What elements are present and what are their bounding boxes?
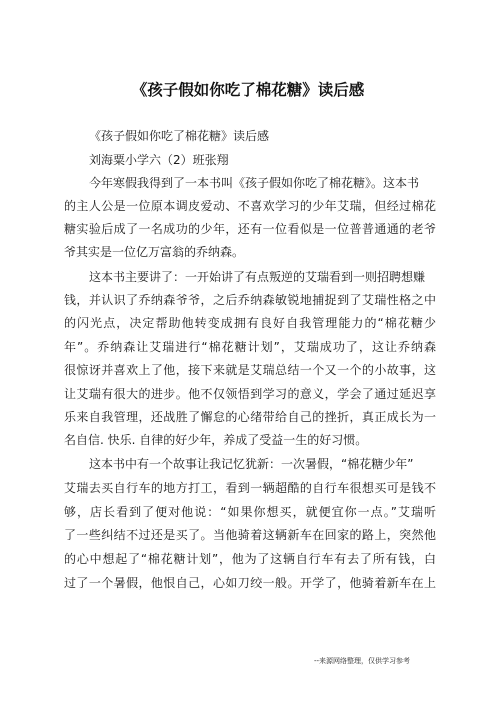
paragraph-3-line-1: 这本书中有一个故事让我记忆犹新：一次暑假，“棉花糖少年” bbox=[89, 457, 414, 471]
document-subtitle: 《孩子假如你吃了棉花糖》读后感 bbox=[89, 129, 270, 143]
paragraph-3-line-6: 过了一个暑假，他恨自己，心如刀绞一般。开学了，他骑着新车在上 bbox=[64, 576, 436, 590]
paragraph-2-line-7: 乐来自我管理，还战胜了懈怠的心绪带给自己的挫折，真正成长为一 bbox=[64, 410, 436, 424]
paragraph-2-line-8: 名自信. 快乐. 自律的好少年，养成了受益一生的好习惯。 bbox=[64, 433, 368, 447]
paragraph-2-line-1: 这本书主要讲了：一开始讲了有点叛逆的艾瑞看到一则招聘想赚 bbox=[89, 270, 426, 284]
paragraph-1-line-4: 爷其实是一位亿万富翁的乔纳森。 bbox=[64, 245, 245, 259]
paragraph-1-line-3: 糖实验后成了一名成功的少年，还有一位看似是一位普普通通的老爷 bbox=[64, 222, 436, 236]
paragraph-3-line-4: 了一些纠结不过还是买了。当他骑着这辆新车在回家的路上，突然他 bbox=[64, 528, 436, 542]
paragraph-3-line-3: 够，店长看到了便对他说：“如果你想买，就便宜你一点。”艾瑞听 bbox=[64, 505, 436, 519]
paragraph-2-line-5: 很惊讶并喜欢上了他，接下来就是艾瑞总结一个又一个的小故事，这 bbox=[64, 363, 436, 377]
paragraph-3-line-2: 艾瑞去买自行车的地方打工，看到一辆超酷的自行车很想买可是钱不 bbox=[64, 481, 436, 495]
paragraph-2-line-4: 年”。乔纳森让艾瑞进行“棉花糖计划”，艾瑞成功了，这让乔纳森 bbox=[64, 340, 436, 354]
paragraph-1-line-1: 今年寒假我得到了一本书叫《孩子假如你吃了棉花糖》。这本书 bbox=[89, 176, 420, 190]
paragraph-2-line-6: 让艾瑞有很大的进步。他不仅领悟到学习的意义，学会了通过延迟享 bbox=[64, 387, 436, 401]
document-title: 《孩子假如你吃了棉花糖》读后感 bbox=[131, 81, 365, 99]
paragraph-2-line-2: 钱，并认识了乔纳森爷爷，之后乔纳森敏锐地捕捉到了艾瑞性格之中 bbox=[64, 293, 436, 307]
paragraph-3-line-5: 的心中想起了“棉花糖计划”，他为了这辆自行车有去了所有钱，白 bbox=[64, 552, 436, 566]
paragraph-1-line-2: 的主人公是一位原本调皮爱动、不喜欢学习的少年艾瑞，但经过棉花 bbox=[64, 199, 436, 213]
paragraph-2-line-3: 的闪光点，决定帮助他转变成拥有良好自我管理能力的“棉花糖少 bbox=[64, 316, 436, 330]
author-line: 刘海粟小学六（2）班张翔 bbox=[89, 153, 229, 167]
source-footer: --来源网络整理，仅供学习参考 bbox=[313, 657, 410, 665]
